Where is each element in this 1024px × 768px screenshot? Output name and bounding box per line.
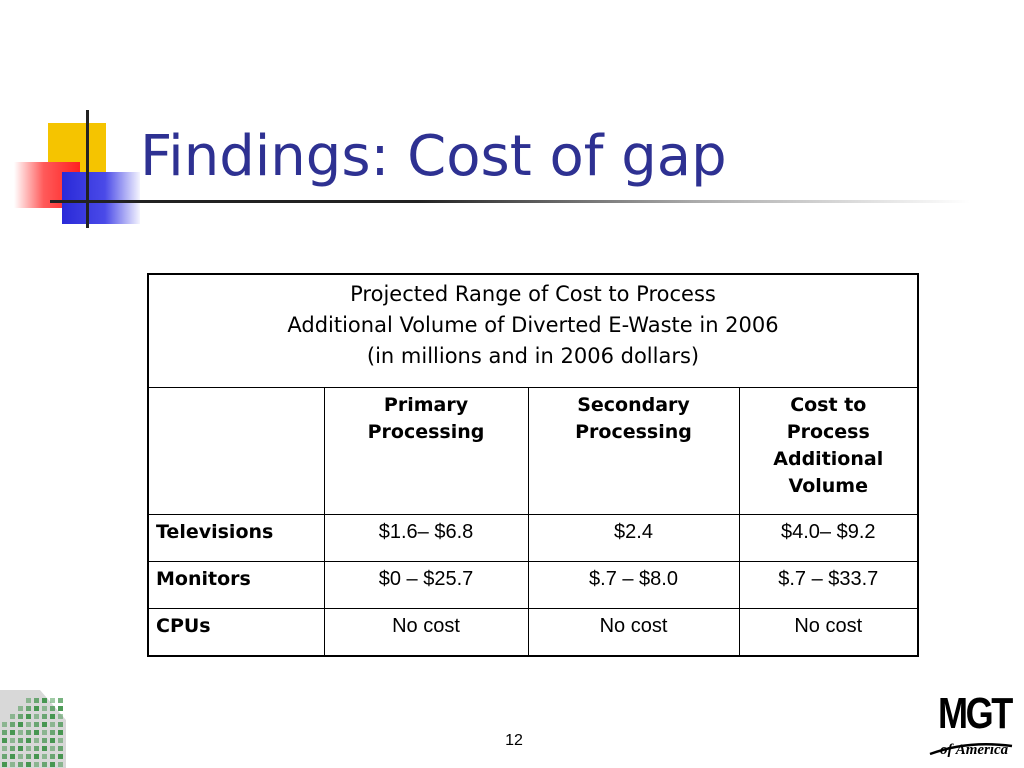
grid-square (58, 754, 63, 759)
grid-square (42, 706, 47, 711)
primary-cost-cell: $1.6– $6.8 (324, 515, 528, 562)
header-text: Primary (383, 394, 469, 416)
grid-square (2, 738, 7, 743)
grid-square (34, 722, 39, 727)
table-row (148, 609, 918, 657)
grid-square (18, 746, 23, 751)
table-header-row (148, 388, 918, 515)
secondary-cost-cell: $2.4 (528, 515, 739, 562)
grid-square (34, 730, 39, 735)
grid-square (2, 722, 7, 727)
grid-square (50, 746, 55, 751)
corner-grid-decoration (0, 690, 66, 768)
grid-square (58, 698, 63, 703)
table-caption (148, 274, 918, 388)
grid-square (42, 722, 47, 727)
grid-square (18, 706, 23, 711)
header-primary-processing (324, 388, 528, 515)
grid-square (18, 730, 23, 735)
grid-square (26, 722, 31, 727)
total-cost-cell: $4.0– $9.2 (739, 515, 918, 562)
grid-square (34, 738, 39, 743)
caption-line: (in millions and in 2006 dollars) (366, 344, 700, 368)
primary-cost-cell: No cost (324, 609, 528, 657)
grid-square (26, 746, 31, 751)
grid-square (2, 730, 7, 735)
grid-square (2, 746, 7, 751)
grid-square (18, 738, 23, 743)
grid-square (26, 730, 31, 735)
table-row (148, 515, 918, 562)
secondary-cost-cell: No cost (528, 609, 739, 657)
grid-square (50, 754, 55, 759)
grid-square (10, 738, 15, 743)
decor-blue-square (62, 172, 140, 224)
total-cost-cell: $.7 – $33.7 (739, 562, 918, 609)
grid-square (34, 698, 39, 703)
row-label: CPUs (148, 609, 324, 657)
grid-square (26, 738, 31, 743)
grid-square (58, 706, 63, 711)
grid-square (18, 754, 23, 759)
grid-square (34, 714, 39, 719)
grid-square (34, 706, 39, 711)
page-number: 12 (505, 732, 523, 749)
grid-square (10, 746, 15, 751)
grid-square (10, 714, 15, 719)
grid-square (50, 730, 55, 735)
grid-square (26, 706, 31, 711)
grid-square (26, 762, 31, 767)
decor-vertical-line (86, 110, 89, 228)
row-label: Monitors (148, 562, 324, 609)
grid-square (26, 714, 31, 719)
grid-square (50, 714, 55, 719)
grid-square (10, 730, 15, 735)
grid-square (58, 730, 63, 735)
logo-text: MGT (938, 689, 1011, 738)
caption-line: Projected Range of Cost to Process (350, 282, 716, 306)
grid-square (18, 714, 23, 719)
header-text: Additional (773, 448, 884, 470)
grid-square (58, 746, 63, 751)
grid-square (50, 762, 55, 767)
header-cost-additional-volume (739, 388, 918, 515)
header-text: Secondary (577, 394, 690, 416)
grid-square (34, 762, 39, 767)
header-text: Processing (367, 421, 485, 443)
grid-square (42, 698, 47, 703)
grid-square (50, 722, 55, 727)
header-text: Processing (575, 421, 692, 443)
grid-square (10, 762, 15, 767)
logo-subtext: of America (940, 742, 1009, 758)
row-label: Televisions (148, 515, 324, 562)
secondary-cost-cell: $.7 – $8.0 (528, 562, 739, 609)
header-secondary-processing (528, 388, 739, 515)
mgt-logo (928, 690, 1014, 764)
grid-square (34, 754, 39, 759)
header-text: Process (786, 421, 870, 443)
grid-square (50, 738, 55, 743)
grid-square (42, 746, 47, 751)
grid-square (42, 762, 47, 767)
grid-square (42, 754, 47, 759)
header-empty-cell (148, 388, 324, 515)
grid-square (10, 722, 15, 727)
grid-square (42, 738, 47, 743)
grid-square (18, 762, 23, 767)
slide-title: Findings: Cost of gap (140, 124, 727, 189)
grid-square (26, 698, 31, 703)
table-caption-row (148, 274, 918, 388)
grid-square (2, 754, 7, 759)
grid-square (42, 714, 47, 719)
grid-square (50, 706, 55, 711)
grid-square (26, 754, 31, 759)
grid-square (42, 730, 47, 735)
cost-table (147, 273, 919, 657)
grid-square (58, 714, 63, 719)
grid-square (58, 762, 63, 767)
caption-line: Additional Volume of Diverted E-Waste in 2006 (287, 313, 779, 337)
header-text: Volume (788, 475, 868, 497)
title-underline (50, 200, 970, 203)
grid-square (50, 698, 55, 703)
grid-square (2, 762, 7, 767)
primary-cost-cell: $0 – $25.7 (324, 562, 528, 609)
grid-square (58, 738, 63, 743)
grid-square (18, 722, 23, 727)
header-text: Cost to (790, 394, 867, 416)
grid-square (58, 722, 63, 727)
total-cost-cell: No cost (739, 609, 918, 657)
table-row (148, 562, 918, 609)
grid-square (10, 754, 15, 759)
grid-square (34, 746, 39, 751)
